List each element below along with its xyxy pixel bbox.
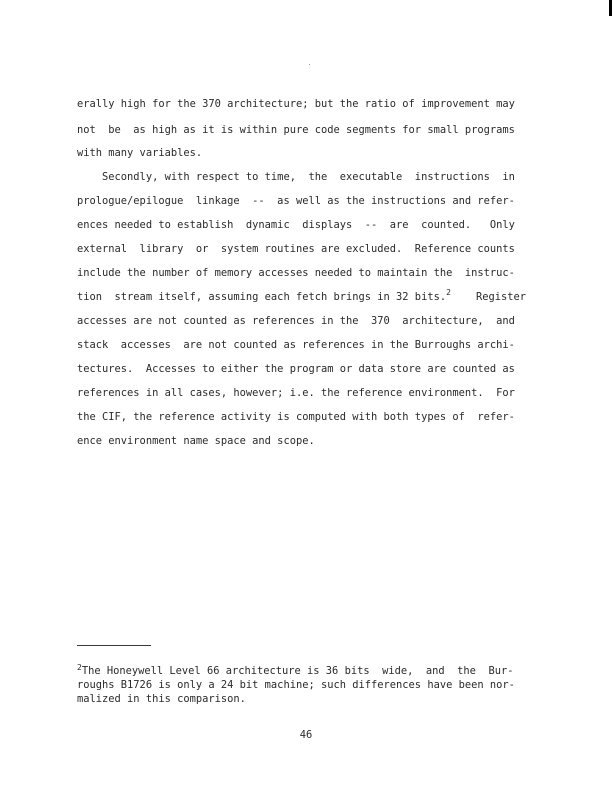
footnote-separator	[77, 645, 151, 646]
body-line-5: prologue/epilogue linkage -- as well as the instructions and refer-	[77, 195, 515, 207]
footnote-marker: 2	[77, 663, 82, 672]
body-line-9	[77, 288, 526, 304]
body-line-6: ences needed to establish dynamic displays -- are counted. Only	[77, 219, 515, 231]
body-line-1: erally high for the 370 architecture; but the ratio of improvement may	[77, 98, 515, 110]
footnote-line-3: malized in this comparison.	[77, 693, 246, 705]
footnote-reference: 2	[446, 288, 451, 297]
body-line-12: tectures. Accesses to either the program or data store are counted as	[77, 363, 515, 375]
body-line-2: not be as high as it is within pure code segments for small programs	[77, 124, 515, 136]
body-line-8: include the number of memory accesses needed to maintain the instruc-	[77, 267, 515, 279]
body-line-9-tail: Register	[450, 291, 526, 303]
body-line-11: stack accesses are not counted as references in the Burroughs archi-	[77, 339, 515, 351]
scan-speck	[309, 64, 310, 65]
body-line-15: ence environment name space and scope.	[77, 435, 315, 447]
footnote-line-1	[77, 665, 513, 678]
body-line-10: accesses are not counted as references in the 370 architecture, and	[77, 315, 515, 327]
body-line-4: Secondly, with respect to time, the executable instructions in	[77, 171, 515, 183]
body-line-9-text: tion stream itself, assuming each fetch brings in 32 bits.	[77, 291, 447, 303]
footnote-line-1-text: The Honeywell Level 66 architecture is 36 bits wide, and the Bur-	[81, 665, 514, 677]
body-line-7: external library or system routines are excluded. Reference counts	[77, 243, 515, 255]
body-line-3: with many variables.	[77, 147, 203, 159]
body-line-14: the CIF, the reference activity is computed with both types of refer-	[77, 411, 515, 423]
page-number: 46	[299, 729, 313, 741]
footnote-line-2: roughs B1726 is only a 24 bit machine; such differences have been nor-	[77, 679, 515, 691]
body-line-13: references in all cases, however; i.e. the reference environment. For	[77, 387, 515, 399]
